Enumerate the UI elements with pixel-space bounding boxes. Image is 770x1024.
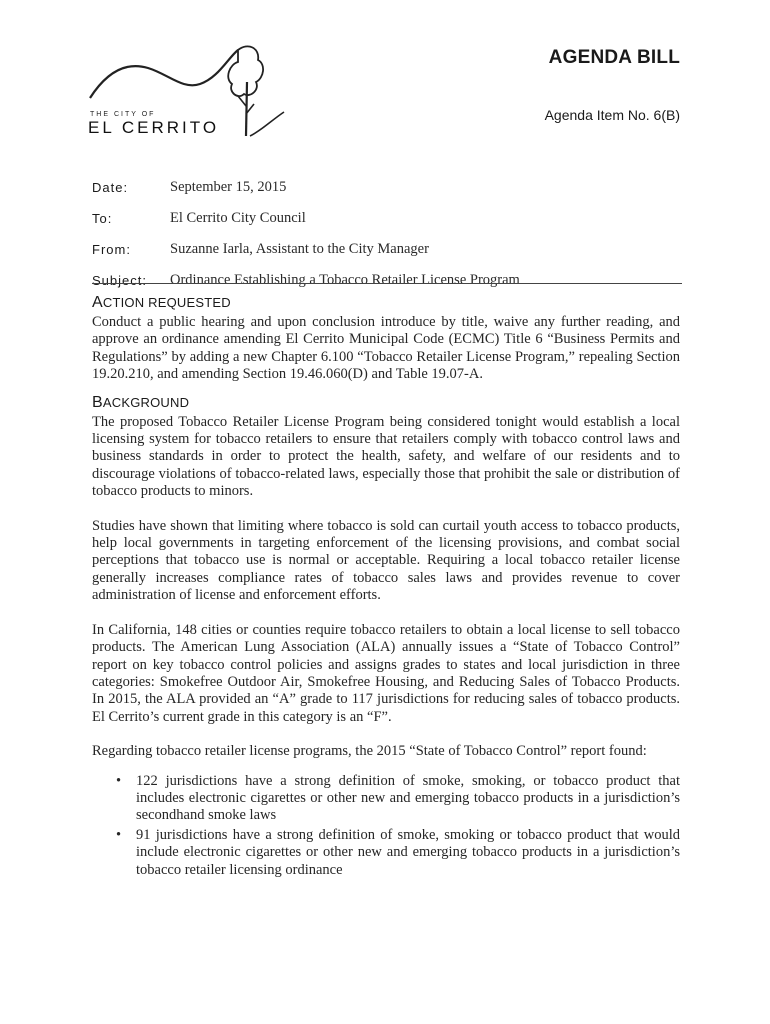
background-paragraph: In California, 148 cities or counties require tobacco retailers to obtain a local license to sell tobacco products. The American Lung Association (ALA) annually issues a “State of Tobacco Control” report on key tobacco control policies and assigns grades to states and local jurisdiction in three categories: Smokefree Outdoor Air, Smokefree Housing, and Reducing Sales of Tobacco Products. In 2015, the ALA provided an “A” grade to 117 jurisdictions for reducing sales of tobacco products. El Cerrito’s current grade in this category is an “F”. <box>92 621 680 725</box>
city-logo <box>88 40 298 140</box>
memo-header <box>92 172 682 296</box>
background-paragraph: Regarding tobacco retailer license programs, the 2015 “State of Tobacco Control” report found: <box>92 743 647 760</box>
bullet-icon: • <box>116 826 122 843</box>
meta-row-date <box>92 172 682 203</box>
meta-value: Ordinance Establishing a Tobacco Retailer License Program <box>170 272 520 288</box>
findings-list <box>92 773 680 879</box>
meta-row-from <box>92 234 682 265</box>
list-item <box>116 772 680 825</box>
meta-row-to <box>92 203 682 234</box>
meta-label: From: <box>92 242 131 257</box>
meta-label: Subject: <box>92 273 147 288</box>
meta-value: El Cerrito City Council <box>170 210 306 226</box>
meta-value: September 15, 2015 <box>170 179 287 195</box>
finding-text: jurisdictions have a strong definition of smoke, smoking, or tobacco product that includes electronic cigarettes or other new and emerging tobacco products in a jurisdiction’s secondhand smoke laws <box>136 772 680 824</box>
section-heading-action-requested: ACTION REQUESTED <box>92 294 231 311</box>
meta-label: To: <box>92 211 113 226</box>
section-heading-background: BACKGROUND <box>92 393 190 411</box>
agenda-item-number: Agenda Item No. 6(B) <box>544 107 680 123</box>
finding-count: 122 <box>136 772 158 789</box>
bullet-icon: • <box>116 772 122 789</box>
action-requested-text: Conduct a public hearing and upon conclusion introduce by title, waive any further reading, and approve an ordinance amending El Cerrito Municipal Code (ECMC) Title 6 “Business Permits and Regulations” by adding a new Chapter 6.100 “Tobacco Retailer License Program,” repealing Section 19.20.210, and amending Section 19.46.060(D) and Table 19.07-A. <box>92 314 680 383</box>
document-body <box>92 292 680 881</box>
finding-count: 91 <box>136 826 151 843</box>
document-title: AGENDA BILL <box>548 47 680 68</box>
header-divider <box>92 283 682 284</box>
background-paragraph: The proposed Tobacco Retailer License Program being considered tonight would establish a local licensing system for tobacco retailers to ensure that retailers comply with tobacco control laws and business standards in order to protect the health, safety, and welfare of our residents and to discourage violations of tobacco-related laws, especially those that prohibit the sale or distribution of tobacco products to minors. <box>92 413 680 500</box>
finding-text: jurisdictions have a strong definition of smoke, smoking or tobacco product that would include electronic cigarettes or other new and emerging tobacco products in a jurisdiction’s tobacco retailer licensing ordinance <box>136 826 680 878</box>
list-item <box>116 826 680 879</box>
svg-text:EL CERRITO: EL CERRITO <box>88 118 220 137</box>
svg-text:THE CITY OF: THE CITY OF <box>90 111 156 118</box>
hills-line-icon <box>90 50 238 98</box>
meta-label: Date: <box>92 180 129 195</box>
meta-value: Suzanne Iarla, Assistant to the City Manager <box>170 241 429 257</box>
background-paragraph: Studies have shown that limiting where tobacco is sold can curtail youth access to tobacco products, help local governments in targeting enforcement of the licensing provisions, and combat social perceptions that tobacco use is normal or acceptable. Requiring a local tobacco retailer license generally increases compliance rates of tobacco sales laws and provides revenue to cover administration of license and enforcement efforts. <box>92 517 680 604</box>
tree-icon <box>246 82 247 136</box>
